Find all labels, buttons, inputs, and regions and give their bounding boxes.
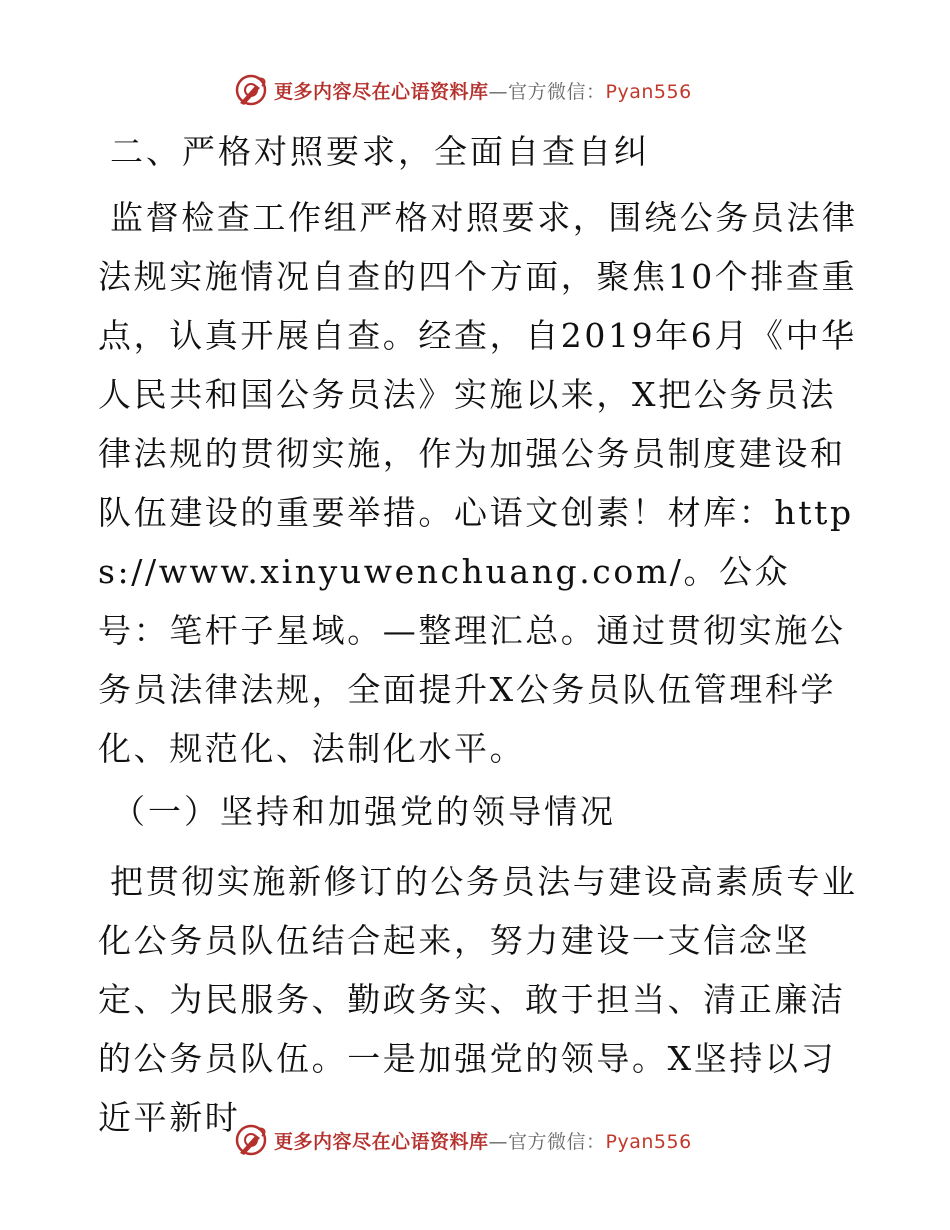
banner-dash: — xyxy=(488,1130,509,1153)
section-heading: 二、严格对照要求，全面自查自纠 xyxy=(110,132,650,171)
pen-logo-icon xyxy=(234,73,268,107)
banner-wechat-id: Pyan556 xyxy=(605,1130,692,1153)
banner-dash: — xyxy=(488,80,509,103)
banner-main-text: 更多内容尽在心语资料库 xyxy=(274,1130,489,1153)
footer-watermark-banner xyxy=(234,1122,692,1158)
banner-main-text: 更多内容尽在心语资料库 xyxy=(274,80,489,103)
banner-wechat-label: 官方微信： xyxy=(508,1130,606,1153)
paragraph-self-inspection: 监督检查工作组严格对照要求，围绕公务员法律法规实施情况自查的四个方面，聚焦10个排查重点，认真开展自查。经查，自2019年6月《中华人民共和国公务员法》实施以来，X把公务员法律法规的贯彻实施，作为加强公务员制度建设和队伍建设的重要举措。心语文创素！材库：https://www.xinyuwenchuang.com/。公众号：笔杆子星域。—整理汇总。通过贯彻实施公务员法律法规，全面提升X公务员队伍管理科学化、规范化、法制化水平。 xyxy=(98,198,858,768)
banner-wechat-id: Pyan556 xyxy=(605,80,692,103)
banner-text xyxy=(274,1127,692,1154)
header-watermark-banner xyxy=(234,72,692,108)
subsection-heading: （一）坚持和加强党的领导情况 xyxy=(112,792,616,831)
pen-logo-icon xyxy=(234,1123,268,1157)
banner-text xyxy=(274,77,692,104)
paragraph-party-leadership: 把贯彻实施新修订的公务员法与建设高素质专业化公务员队伍结合起来，努力建设一支信念坚定、为民服务、勤政务实、敢于担当、清正廉洁的公务员队伍。一是加强党的领导。X坚持以习近平新时 xyxy=(98,862,858,1137)
document-body xyxy=(98,120,858,1155)
banner-wechat-label: 官方微信： xyxy=(508,80,606,103)
